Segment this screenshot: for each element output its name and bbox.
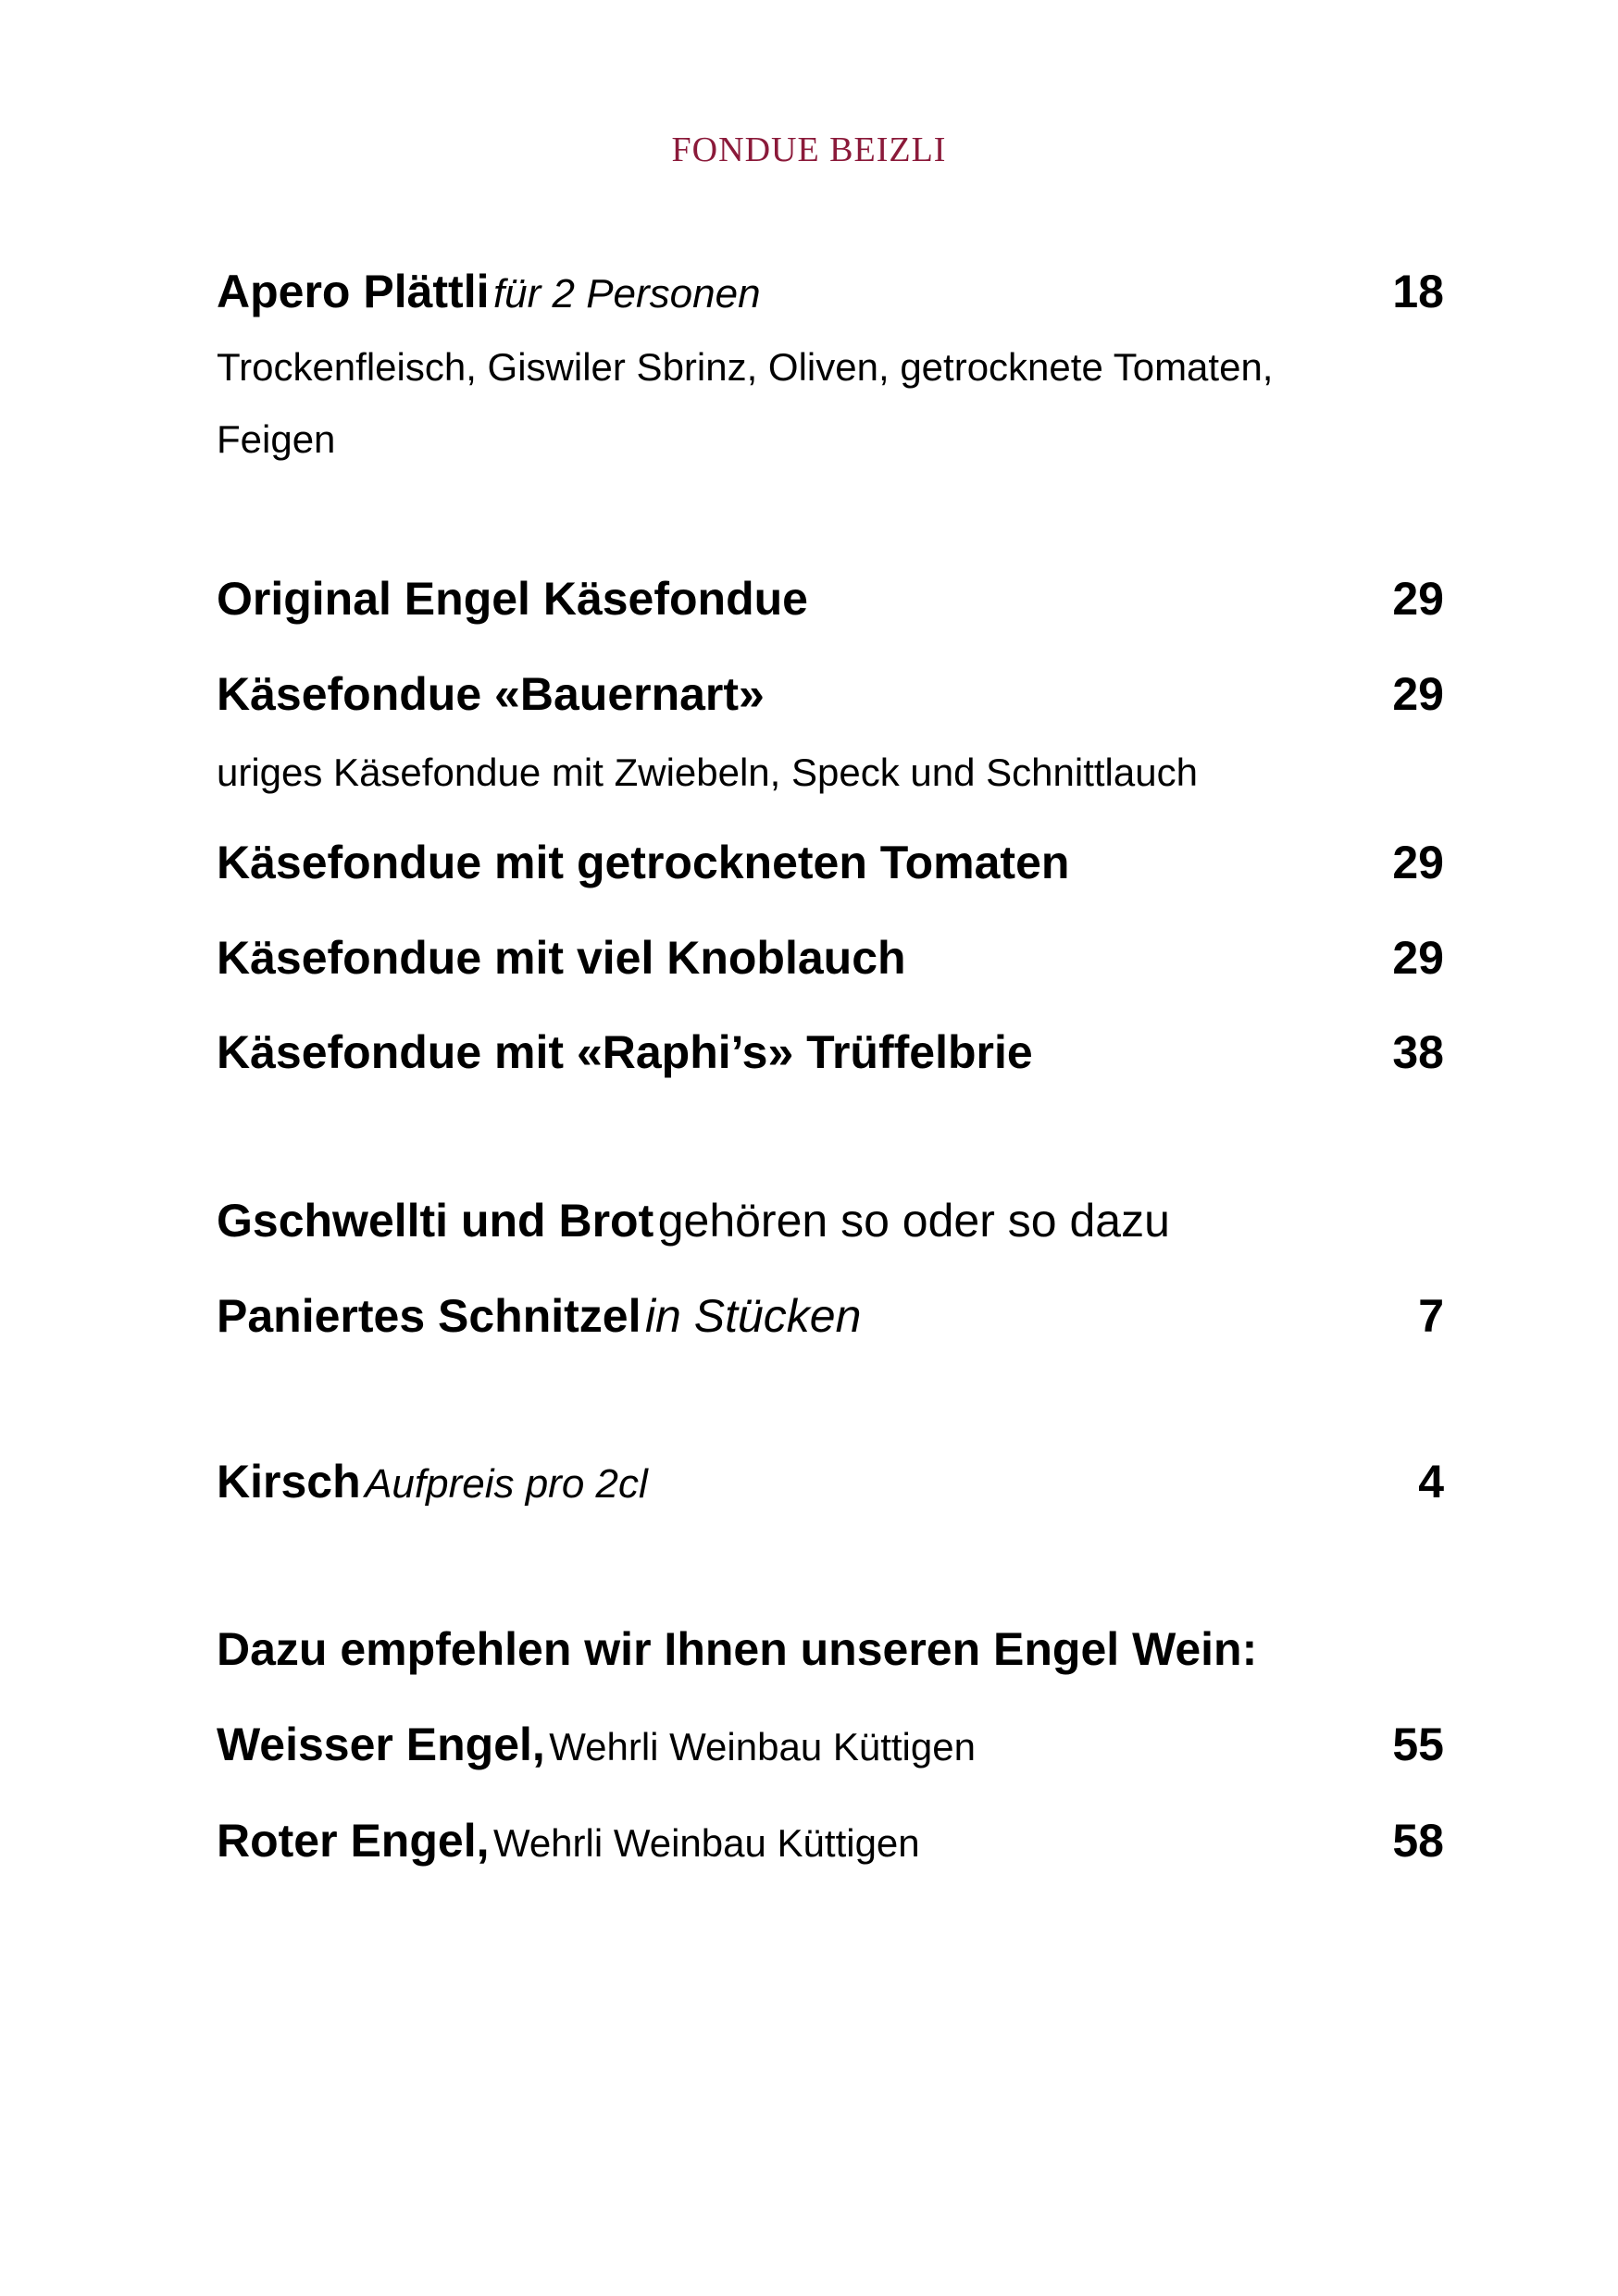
section-heading: Dazu empfehlen wir Ihnen unseren Engel Wein: — [217, 1623, 1258, 1675]
menu-item-label — [217, 1814, 920, 1868]
menu-item-label — [217, 1289, 861, 1343]
menu-item-fondue — [217, 931, 1444, 985]
menu-item-name: Käsefondue «Bauernart» — [217, 668, 765, 720]
menu-item-price: 29 — [1392, 573, 1444, 625]
menu-item-name: Gschwellti und Brot — [217, 1195, 654, 1247]
menu-item-name: Käsefondue mit getrockneten Tomaten — [217, 837, 1070, 888]
menu-item-price: 29 — [1392, 932, 1444, 984]
page-title: FONDUE BEIZLI — [671, 130, 947, 169]
menu-item-description-cont: Feigen — [217, 417, 336, 461]
menu-item-fondue — [217, 667, 1444, 721]
menu-item-gschwellti — [217, 1194, 1444, 1247]
menu-item-name: Paniertes Schnitzel — [217, 1290, 641, 1342]
menu-item-name: Weisser Engel, — [217, 1719, 545, 1770]
menu-item-note: für 2 Personen — [492, 271, 761, 316]
menu-item-kirsch — [217, 1455, 1444, 1508]
menu-item-label — [217, 265, 761, 318]
menu-item-name: Roter Engel, — [217, 1815, 490, 1867]
menu-item-price: 7 — [1418, 1290, 1444, 1342]
menu-item-note: gehören so oder so dazu — [657, 1195, 1170, 1247]
menu-item-wine — [217, 1814, 1444, 1868]
menu-item-note: Wehrli Weinbau Küttigen — [549, 1725, 976, 1769]
menu-item-note: Aufpreis pro 2cl — [365, 1461, 648, 1507]
menu-item-note: Wehrli Weinbau Küttigen — [492, 1821, 920, 1865]
menu-item-schnitzel — [217, 1289, 1444, 1343]
menu-item-price: 29 — [1392, 837, 1444, 888]
menu-item-price: 4 — [1418, 1456, 1444, 1508]
menu-item-name: Kirsch — [217, 1456, 361, 1508]
menu-item-wine — [217, 1718, 1444, 1771]
menu-item-apero — [217, 265, 1444, 318]
menu-item-name: Apero Plättli — [217, 266, 490, 317]
menu-item-label — [217, 1455, 648, 1508]
menu-item-note: in Stücken — [644, 1290, 862, 1342]
menu-item-price: 29 — [1392, 668, 1444, 720]
menu-item-price: 55 — [1392, 1719, 1444, 1770]
menu-item-fondue — [217, 1025, 1444, 1079]
menu-item-fondue — [217, 836, 1444, 889]
menu-item-label — [217, 1194, 1170, 1247]
menu-item-description: uriges Käsefondue mit Zwiebeln, Speck und Schnittlauch — [217, 751, 1198, 794]
menu-item-name: Käsefondue mit «Raphi’s» Trüffelbrie — [217, 1026, 1033, 1078]
menu-item-label — [217, 1718, 976, 1771]
menu-item-description: Trockenfleisch, Giswiler Sbrinz, Oliven, getrocknete Tomaten, — [217, 345, 1274, 389]
menu-item-price: 38 — [1392, 1026, 1444, 1078]
menu-item-name: Käsefondue mit viel Knoblauch — [217, 932, 906, 984]
menu-item-name: Original Engel Käsefondue — [217, 573, 808, 625]
wine-heading — [217, 1622, 1444, 1676]
menu-item-price: 18 — [1392, 266, 1444, 317]
menu-item-fondue — [217, 572, 1444, 626]
menu-item-price: 58 — [1392, 1815, 1444, 1867]
